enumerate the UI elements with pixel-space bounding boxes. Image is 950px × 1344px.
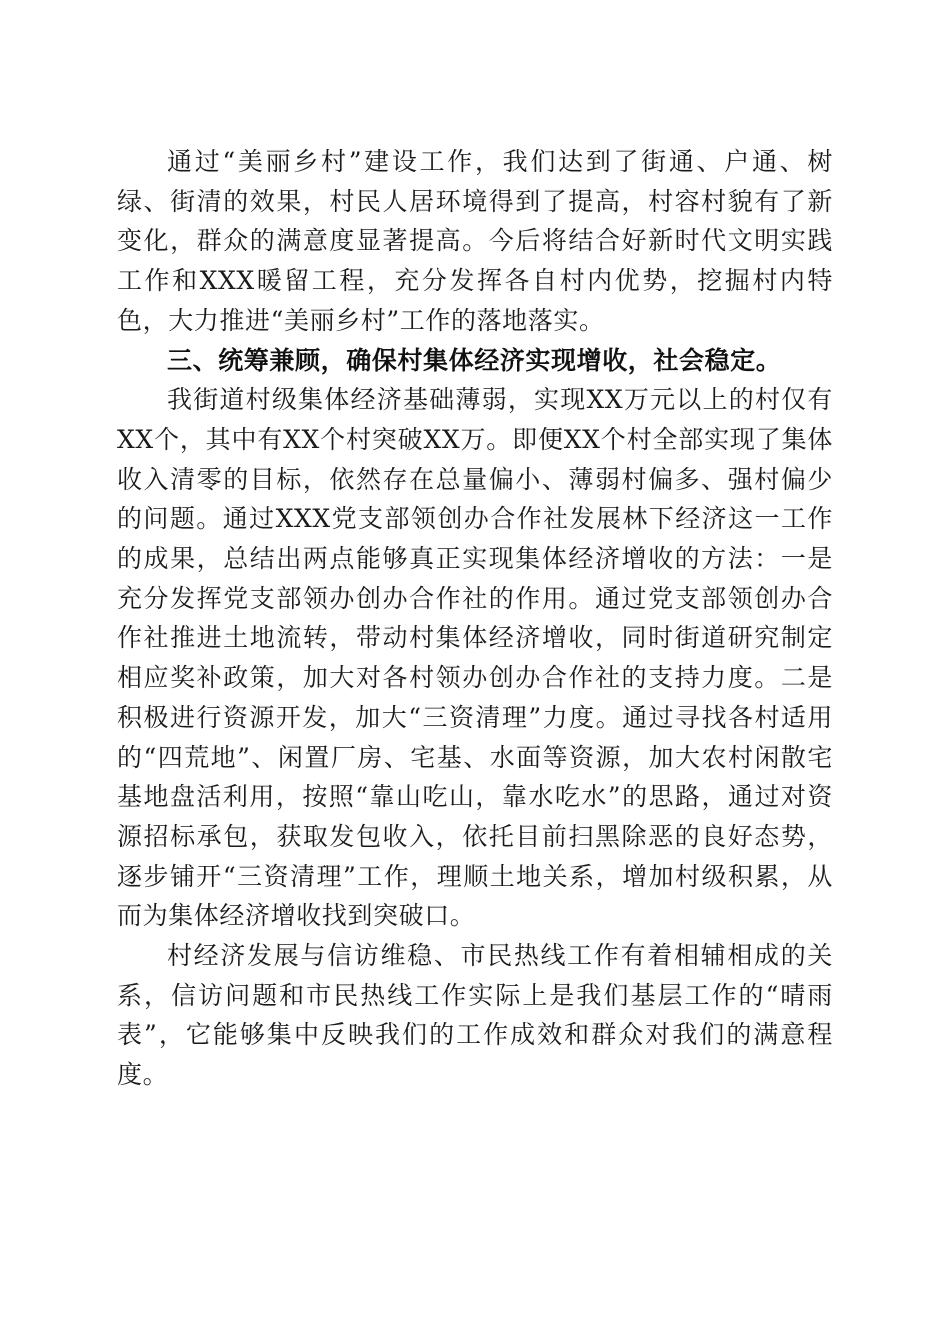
paragraph-petition-hotline: 村经济发展与信访维稳、市民热线工作有着相辅相成的关系，信访问题和市民热线工作实际上是我们基层工作的“晴雨表”，它能够集中反映我们的工作成效和群众对我们的满意程度。 xyxy=(117,941,833,1090)
document-body xyxy=(117,142,833,1095)
section-heading-three: 三、统筹兼顾，确保村集体经济实现增收，社会稳定。 xyxy=(167,345,782,375)
paragraph-collective-economy: 我街道村级集体经济基础薄弱，实现XX万元以上的村仅有XX个，其中有XX个村突破XX万。即便XX个村全部实现了集体收入清零的目标，依然存在总量偏小、薄弱村偏多、强村偏少的问题。通过XXX党支部领创办合作社发展林下经济这一工作的成果，总结出两点能够真正实现集体经济增收的方法：一是充分发挥党支部领办创办合作社的作用。通过党支部领创办合作社推进土地流转，带动村集体经济增收，同时街道研究制定相应奖补政策，加大对各村领办创办合作社的支持力度。二是积极进行资源开发，加大“三资清理”力度。通过寻找各村适用的“四荒地”、闲置厂房、宅基、水面等资源，加大农村闲散宅基地盘活利用，按照“靠山吃山，靠水吃水”的思路，通过对资源招标承包，获取发包收入，依托目前扫黑除恶的良好态势，逐步铺开“三资清理”工作，理顺土地关系，增加村级积累，从而为集体经济增收找到突破口。 xyxy=(117,385,833,931)
paragraph-beautiful-village: 通过“美丽乡村”建设工作，我们达到了街通、户通、树绿、街清的效果，村民人居环境得到了提高，村容村貌有了新变化，群众的满意度显著提高。今后将结合好新时代文明实践工作和XXX暖留工程，充分发挥各自村内优势，挖掘村内特色，大力推进“美丽乡村”工作的落地落实。 xyxy=(117,147,833,335)
